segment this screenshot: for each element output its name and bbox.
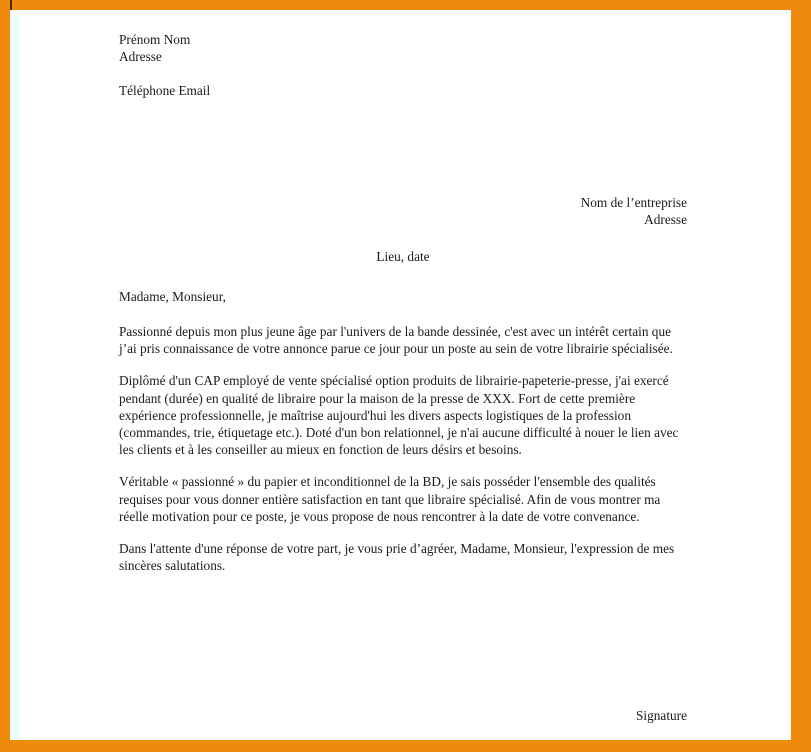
recipient-address: Adresse	[644, 212, 687, 228]
place-date: Lieu, date	[376, 249, 430, 264]
sender-contact: Téléphone Email	[119, 83, 211, 98]
salutation-block	[119, 288, 226, 305]
sender-address-block	[119, 31, 190, 65]
place-date-block	[119, 248, 687, 265]
body-paragraph: Dans l'attente d'une réponse de votre part, je vous prie d’agréer, Madame, Monsieur, l'expression de mes sincères salutations.	[119, 541, 675, 574]
letter-body	[119, 323, 687, 589]
salutation: Madame, Monsieur,	[119, 289, 226, 304]
sender-name: Prénom Nom	[119, 32, 191, 47]
letter-content	[119, 10, 687, 740]
signature-block	[119, 707, 687, 724]
sender-address: Adresse	[119, 49, 162, 65]
letter-page	[10, 10, 791, 740]
recipient-address-block	[119, 194, 687, 228]
body-paragraph: Diplômé d'un CAP employé de vente spécialisé option produits de librairie-papeterie-presse, j'ai exercé pendant (durée) en qualité de libraire pour la maison de la presse de XXX. Fort de cette première expérience professionnelle, je maîtrise aujourd'hui les divers aspects logistiques de la profession (commandes, trie, étiquetage etc.). Doté d'un bon relationnel, je n'ai aucune difficulté à nouer le lien avec les clients et à les conseiller au mieux en fonction de leurs désirs et besoins.	[119, 373, 679, 458]
signature-label: Signature	[636, 708, 687, 723]
recipient-company: Nom de l’entreprise	[580, 195, 687, 210]
body-paragraph: Véritable « passionné » du papier et inconditionnel de la BD, je sais posséder l'ensemble des qualités requises pour vous donner entière satisfaction en tant que libraire spécialisé. Afin de vous montrer ma réelle motivation pour ce poste, je vous propose de nous rencontrer à la date de votre convenance.	[119, 474, 661, 524]
sender-contact-block	[119, 82, 210, 99]
body-paragraph: Passionné depuis mon plus jeune âge par l'univers de la bande dessinée, c'est avec un intérêt certain que j’ai pris connaissance de votre annonce parue ce jour pour un poste au sein de votre librairie spécialisée.	[119, 324, 673, 357]
